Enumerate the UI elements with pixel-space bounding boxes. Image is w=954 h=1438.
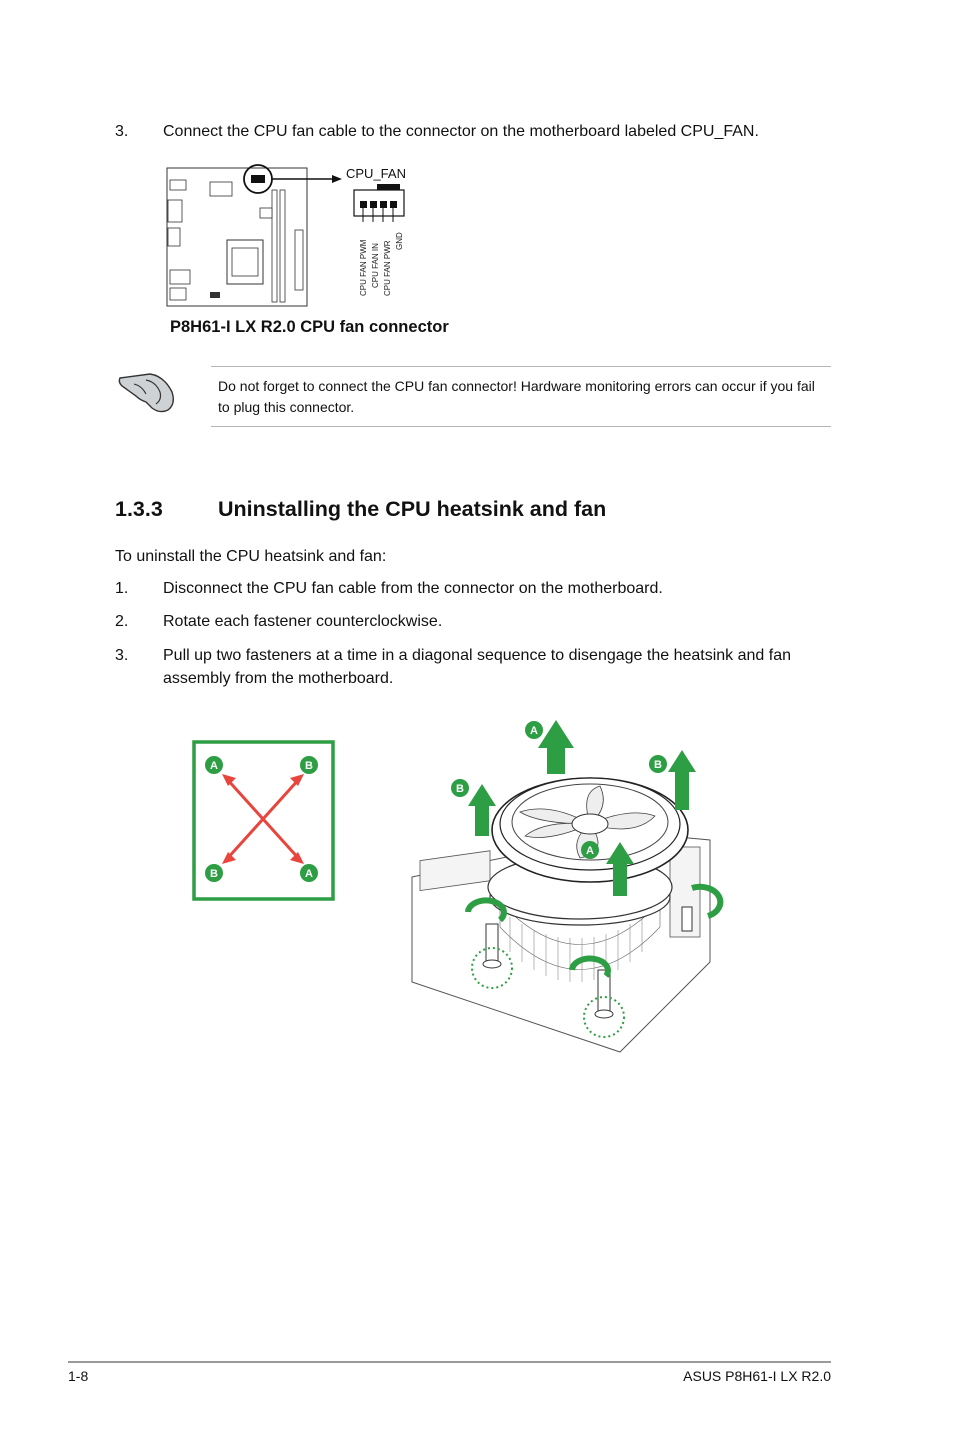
diagonal-sequence-diagram	[192, 740, 336, 902]
badge-b-top-right: B	[305, 760, 313, 772]
pin-label-gnd: GND	[395, 232, 404, 250]
badge-a-upper: A	[530, 725, 538, 737]
intro-text: To uninstall the CPU heatsink and fan:	[115, 548, 387, 565]
note-text: Do not forget to connect the CPU fan connector! Hardware monitoring errors can occur if you fail to plug this connector.	[218, 378, 815, 415]
badge-b-bottom-left: B	[210, 868, 218, 880]
note-top-rule	[211, 366, 831, 367]
step-number: 3.	[115, 647, 129, 664]
step-3	[115, 644, 835, 692]
footer-rule	[68, 1361, 831, 1363]
pin-label-in: CPU FAN IN	[371, 243, 380, 288]
badge-b-right: B	[654, 759, 662, 771]
step-1	[115, 577, 835, 601]
badge-b-left: B	[456, 783, 464, 795]
product-name: ASUS P8H61-I LX R2.0	[683, 1368, 831, 1384]
section-number: 1.3.3	[115, 497, 163, 521]
badge-a-bottom-right: A	[305, 868, 313, 880]
step-3-connect	[115, 120, 835, 144]
diagram-caption: P8H61-I LX R2.0 CPU fan connector	[170, 318, 449, 336]
pin-label-pwr: CPU FAN PWR	[383, 240, 392, 296]
heatsink-fan-illustration	[410, 712, 730, 1057]
step-2	[115, 610, 835, 634]
step-number: 3.	[115, 123, 129, 140]
board-outline	[167, 168, 307, 306]
hand-note-icon	[116, 370, 178, 416]
badge-a-lower: A	[586, 845, 594, 857]
connector-label: CPU_FAN	[346, 166, 406, 181]
step-text: Connect the CPU fan cable to the connector on the motherboard labeled CPU_FAN.	[163, 123, 759, 140]
pin-label-pwm: CPU FAN PWM	[359, 239, 368, 296]
section-title: Uninstalling the CPU heatsink and fan	[218, 497, 607, 521]
step-text: Pull up two fasteners at a time in a diagonal sequence to disengage the heatsink and fan assembly from the motherboard.	[163, 647, 791, 687]
step-number: 1.	[115, 580, 129, 597]
step-text: Disconnect the CPU fan cable from the connector on the motherboard.	[163, 580, 663, 597]
step-text: Rotate each fastener counterclockwise.	[163, 613, 443, 630]
step-number: 2.	[115, 613, 129, 630]
page-number: 1-8	[68, 1368, 89, 1384]
motherboard-diagram	[160, 160, 430, 310]
badge-a-top-left: A	[210, 760, 218, 772]
note-bottom-rule	[211, 426, 831, 427]
